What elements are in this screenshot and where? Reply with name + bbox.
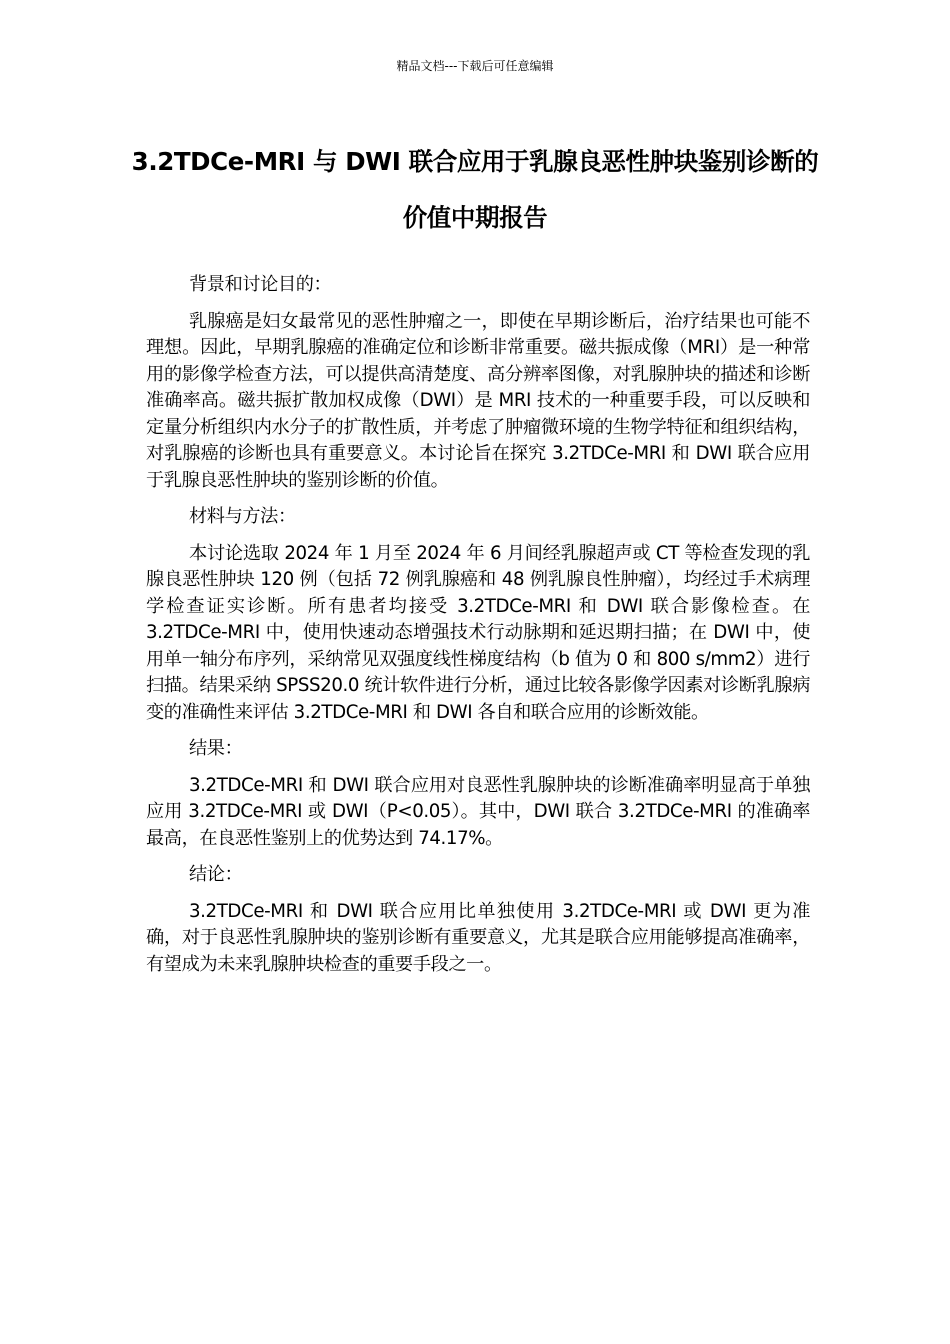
document-body: [146, 272, 810, 988]
document-title: 3.2TDCe-MRI 与 DWI 联合应用于乳腺良恶性肿块鉴别诊断的价值中期报告: [131, 147, 819, 232]
section-heading-conclusion: 结论：: [189, 864, 243, 885]
paragraph-methods: 本讨论选取 2024 年 1 月至 2024 年 6 月间经乳腺超声或 CT 等检查发现的乳腺良恶性肿块 120 例（包括 72 例乳腺癌和 48 例乳腺良性肿瘤），均经过手术病理学检查证实诊断。所有患者均接受 3.2TDCe-MRI 和 DWI 联合影像检查。在 3.2TDCe-MRI 中，使用快速动态增强技术行动脉期和延迟期扫描；在 DWI 中，使用单一轴分布序列，采纳常见双强度线性梯度结构（b 值为 0 和 800 s/mm2）进行扫描。结果采纳 SPSS20.0 统计软件进行分析，通过比较各影像学因素对诊断乳腺病变的准确性来评估 3.2TDCe-MRI 和 DWI 各自和联合应用的诊断效能。: [146, 542, 810, 723]
paragraph-conclusion: 3.2TDCe-MRI 和 DWI 联合应用比单独使用 3.2TDCe-MRI 或 DWI 更为准确，对于良恶性乳腺肿块的鉴别诊断有重要意义，尤其是联合应用能够提高准确率，有望成为未来乳腺肿块检查的重要手段之一。: [146, 900, 810, 975]
paragraph-background: 乳腺癌是妇女最常见的恶性肿瘤之一，即使在早期诊断后，治疗结果也可能不理想。因此，早期乳腺癌的准确定位和诊断非常重要。磁共振成像（MRI）是一种常用的影像学检查方法，可以提供高清楚度、高分辨率图像，对乳腺肿块的描述和诊断准确率高。磁共振扩散加权成像（DWI）是 MRI 技术的一种重要手段，可以反映和定量分析组织内水分子的扩散性质，并考虑了肿瘤微环境的生物学特征和组织结构，对乳腺癌的诊断也具有重要意义。本讨论旨在探究 3.2TDCe-MRI 和 DWI 联合应用于乳腺良恶性肿块的鉴别诊断的价值。: [146, 310, 810, 491]
section-heading-results: 结果：: [189, 738, 243, 759]
section-heading-background: 背景和讨论目的：: [189, 274, 332, 295]
section-heading-methods: 材料与方法：: [189, 506, 296, 527]
paragraph-results: 3.2TDCe-MRI 和 DWI 联合应用对良恶性乳腺肿块的诊断准确率明显高于单独应用 3.2TDCe-MRI 或 DWI（P<0.05）。其中，DWI 联合 3.2TDCe-MRI 的准确率最高，在良恶性鉴别上的优势达到 74.17%。: [146, 774, 810, 849]
page-header-note: 精品文档---下载后可任意编辑: [396, 59, 554, 73]
